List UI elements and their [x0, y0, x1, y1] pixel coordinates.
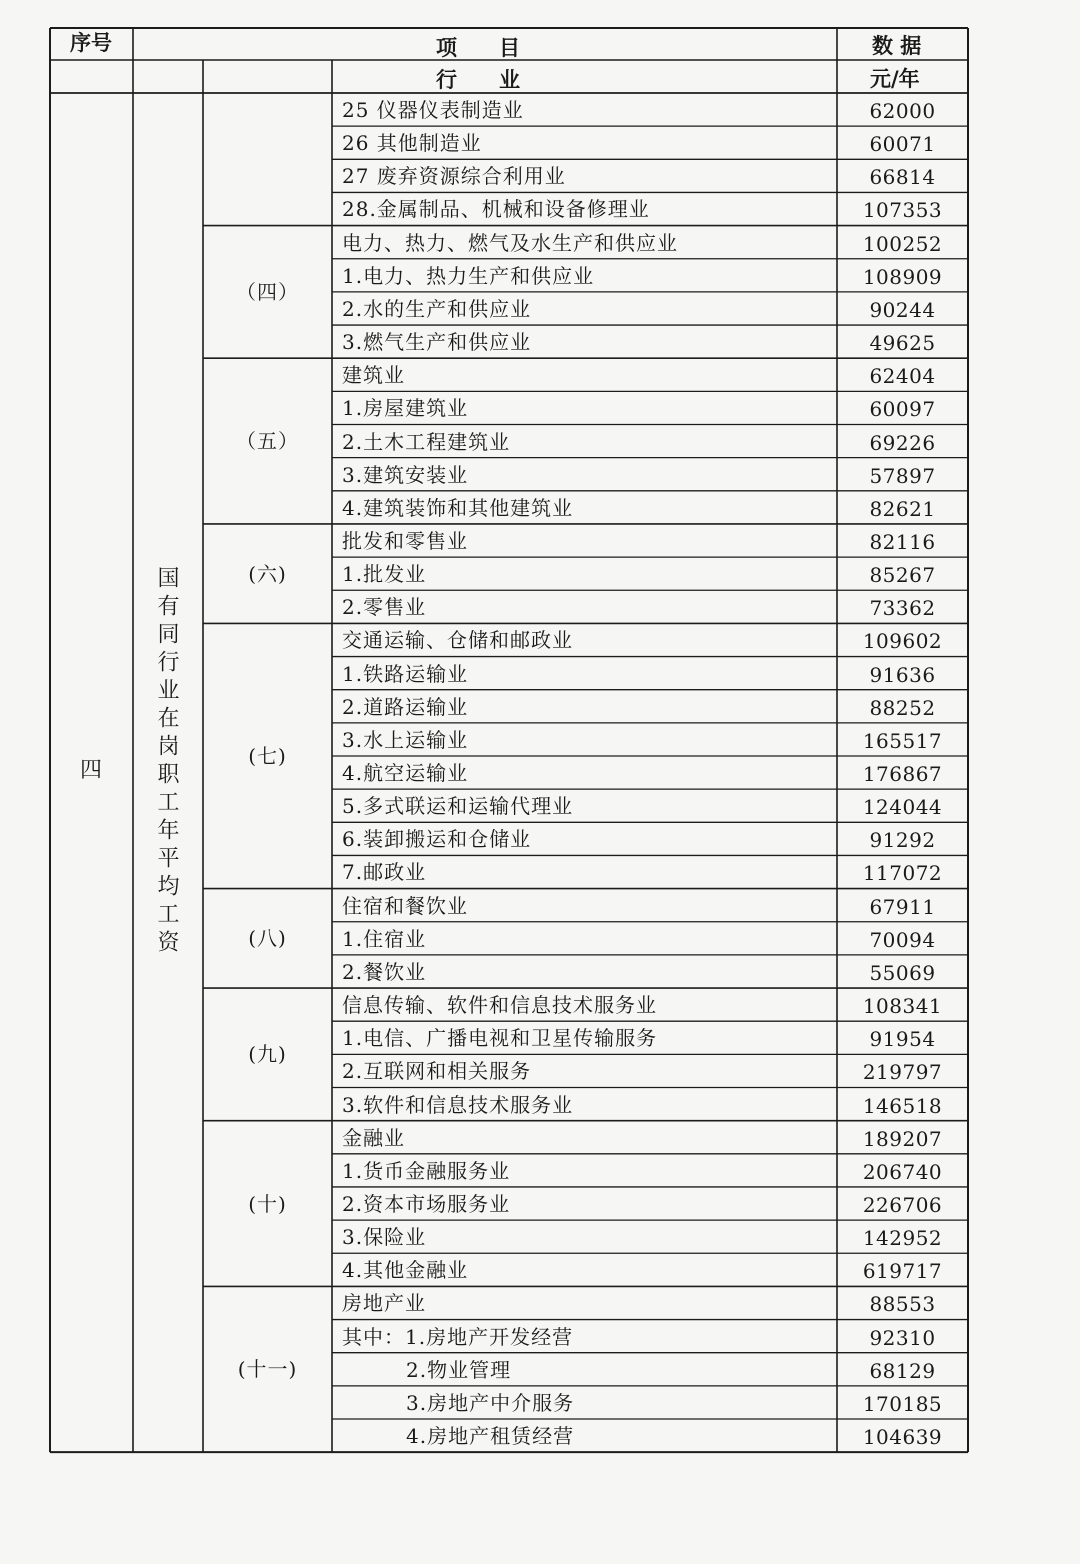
- group-label: (六): [248, 561, 287, 586]
- row-item-name: 其中：1.房地产开发经营: [342, 1324, 574, 1349]
- header-seq: 序号: [70, 30, 112, 55]
- row-item-name: 4.房地产租赁经营: [406, 1424, 575, 1448]
- row-value: 219797: [862, 1060, 943, 1085]
- row-value: 206740: [862, 1159, 943, 1184]
- row-item-name: 3.燃气生产和供应业: [342, 330, 532, 355]
- group-label: (八): [248, 926, 287, 951]
- row-item-name: 2.道路运输业: [342, 694, 469, 719]
- row-value: 124044: [862, 795, 943, 820]
- row-item-name: 3.建筑安装业: [342, 462, 469, 487]
- row-value: 82621: [869, 496, 936, 521]
- row-item-name: 3.房地产中介服务: [406, 1390, 575, 1415]
- row-value: 165517: [862, 728, 943, 753]
- row-value: 146518: [862, 1093, 943, 1118]
- row-item-name: 1.铁路运输业: [342, 661, 469, 686]
- row-value: 67911: [869, 894, 936, 919]
- row-value: 100252: [862, 231, 943, 256]
- group-label: (七): [248, 744, 287, 768]
- section-title: 国有同行业在岗职工年平均工资: [154, 566, 179, 958]
- row-item-name: 批发和零售业: [342, 528, 468, 553]
- row-item-name: 1.住宿业: [342, 926, 427, 951]
- row-value: 104639: [862, 1425, 943, 1449]
- row-item-name: 2.土木工程建筑业: [342, 429, 511, 454]
- row-value: 90244: [869, 297, 936, 322]
- row-item-name: 25 仪器仪表制造业: [342, 98, 524, 122]
- group-label: (十): [248, 1191, 287, 1216]
- row-value: 108909: [862, 264, 943, 289]
- row-value: 107353: [862, 198, 943, 223]
- row-item-name: 4.其他金融业: [342, 1258, 469, 1283]
- row-item-name: 6.装卸搬运和仓储业: [342, 827, 532, 852]
- row-value: 57897: [869, 463, 936, 488]
- row-value: 92310: [869, 1325, 936, 1350]
- header-data: 数 据: [872, 33, 922, 58]
- row-value: 55069: [869, 960, 936, 985]
- group-label: (九): [248, 1042, 287, 1067]
- row-item-name: 1.电力、热力生产和供应业: [342, 263, 595, 288]
- row-value: 66814: [869, 165, 936, 190]
- row-item-name: 2.零售业: [342, 595, 427, 620]
- row-value: 88553: [869, 1292, 936, 1317]
- row-value: 62000: [869, 99, 936, 123]
- group-label: （五）: [236, 429, 299, 454]
- row-item-name: 2.餐饮业: [342, 959, 427, 984]
- row-item-name: 交通运输、仓储和邮政业: [342, 628, 573, 653]
- row-item-name: 3.软件和信息技术服务业: [342, 1092, 574, 1117]
- row-value: 82116: [869, 529, 936, 554]
- row-value: 69226: [869, 430, 936, 455]
- row-value: 109602: [862, 629, 943, 654]
- row-item-name: 1.货币金融服务业: [342, 1158, 511, 1183]
- row-value: 91636: [869, 662, 936, 687]
- row-item-name: 4.建筑装饰和其他建筑业: [342, 495, 574, 520]
- row-value: 91292: [869, 828, 936, 853]
- row-value: 88252: [869, 695, 936, 720]
- header-unit: 元/年: [870, 66, 920, 91]
- header-item: 项 目: [436, 35, 520, 60]
- row-value: 117072: [862, 861, 943, 886]
- row-item-name: 住宿和餐饮业: [342, 893, 468, 918]
- row-value: 70094: [869, 927, 936, 952]
- row-value: 170185: [862, 1391, 943, 1416]
- row-value: 60097: [869, 397, 936, 422]
- row-item-name: 27 废弃资源综合利用业: [342, 164, 566, 189]
- row-item-name: 26 其他制造业: [342, 131, 482, 156]
- section-number: 四: [80, 758, 103, 783]
- row-value: 62404: [869, 364, 936, 389]
- row-item-name: 1.电信、广播电视和卫星传输服务: [342, 1026, 658, 1051]
- row-value: 142952: [862, 1226, 943, 1251]
- row-value: 189207: [862, 1126, 943, 1151]
- row-value: 73362: [869, 596, 936, 621]
- row-item-name: 房地产业: [342, 1291, 426, 1316]
- row-value: 108341: [862, 994, 943, 1019]
- row-value: 176867: [862, 762, 943, 786]
- row-item-name: 金融业: [342, 1125, 405, 1150]
- row-value: 619717: [862, 1259, 943, 1284]
- row-item-name: 2.资本市场服务业: [342, 1191, 511, 1216]
- row-item-name: 2.水的生产和供应业: [342, 296, 532, 321]
- row-value: 60071: [869, 132, 936, 157]
- row-item-name: 建筑业: [342, 363, 405, 388]
- row-item-name: 3.水上运输业: [342, 727, 469, 752]
- row-item-name: 7.邮政业: [342, 860, 427, 885]
- row-item-name: 3.保险业: [342, 1225, 427, 1250]
- row-value: 85267: [869, 563, 936, 588]
- row-item-name: 2.互联网和相关服务: [342, 1059, 532, 1084]
- row-item-name: 信息传输、软件和信息技术服务业: [342, 993, 657, 1018]
- group-label: （四）: [236, 279, 299, 304]
- row-value: 91954: [869, 1027, 936, 1052]
- row-value: 226706: [862, 1192, 943, 1217]
- row-value: 49625: [869, 331, 936, 356]
- row-item-name: 电力、热力、燃气及水生产和供应业: [342, 230, 678, 255]
- row-item-name: 5.多式联运和运输代理业: [342, 794, 574, 819]
- row-value: 68129: [869, 1358, 936, 1383]
- header-industry: 行 业: [436, 67, 520, 92]
- group-label: (十一): [237, 1357, 298, 1382]
- row-item-name: 1.批发业: [342, 562, 427, 587]
- row-item-name: 4.航空运输业: [342, 761, 469, 785]
- row-item-name: 1.房屋建筑业: [342, 396, 469, 421]
- row-item-name: 28.金属制品、机械和设备修理业: [342, 197, 650, 222]
- row-item-name: 2.物业管理: [406, 1357, 512, 1382]
